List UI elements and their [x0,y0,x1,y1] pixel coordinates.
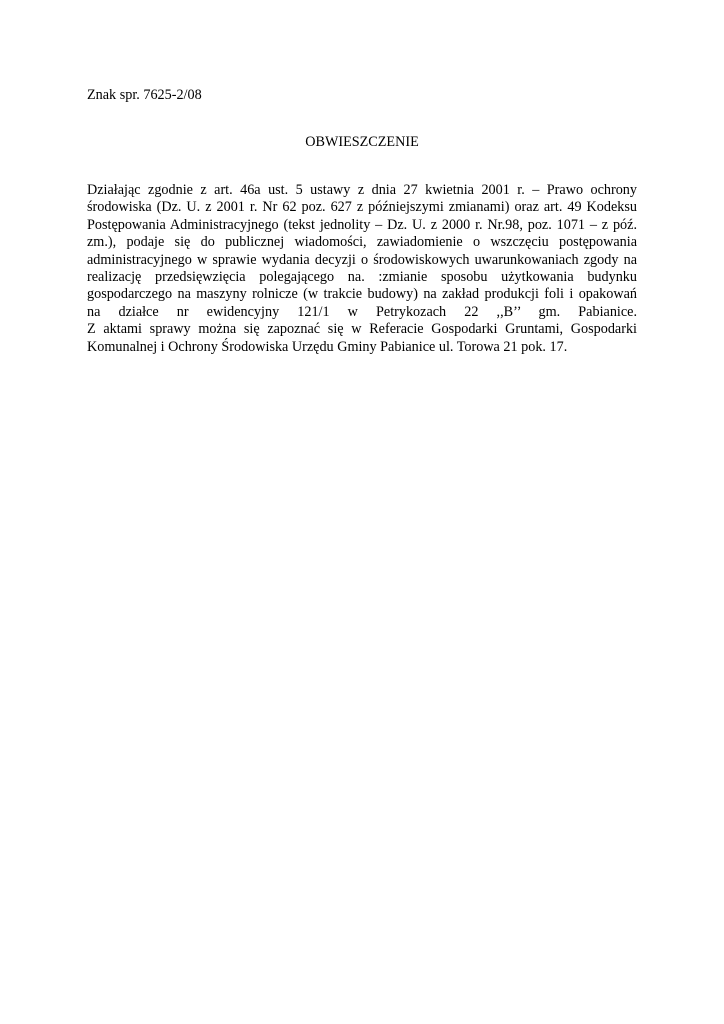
document-body [87,182,637,356]
body-line: zm.), podaje się do publicznej wiadomości, zawiadomienie o wszczęciu postępowania [87,234,637,251]
body-line: Działając zgodnie z art. 46a ust. 5 ustawy z dnia 27 kwietnia 2001 r. – Prawo ochrony [87,182,637,198]
body-line: Komunalnej i Ochrony Środowiska Urzędu Gminy Pabianice ul. Torowa 21 pok. 17. [87,338,568,355]
body-line: na działce nr ewidencyjny 121/1 w Petrykozach 22 ,,B’’ gm. Pabianice. [87,303,637,320]
document-title: OBWIESZCZENIE [305,134,419,150]
body-line: realizację przedsięwzięcia polegającego na. :zmianie sposobu użytkowania budynku [87,268,637,285]
body-line: Z aktami sprawy można się zapoznać się w Referacie Gospodarki Gruntami, Gospodarki [87,321,637,338]
body-line: gospodarczego na maszyny rolnicze (w trakcie budowy) na zakład produkcji foli i opakowań [87,286,637,303]
body-line: środowiska (Dz. U. z 2001 r. Nr 62 poz. 627 z późniejszymi zmianami) oraz art. 49 Kodeksu [87,199,637,216]
body-line: administracyjnego w sprawie wydania decyzji o środowiskowych uwarunkowaniach zgody na [87,251,637,268]
case-reference: Znak spr. 7625-2/08 [87,87,202,103]
body-line: Postępowania Administracyjnego (tekst jednolity – Dz. U. z 2000 r. Nr.98, poz. 1071 – z póź. [87,216,637,233]
